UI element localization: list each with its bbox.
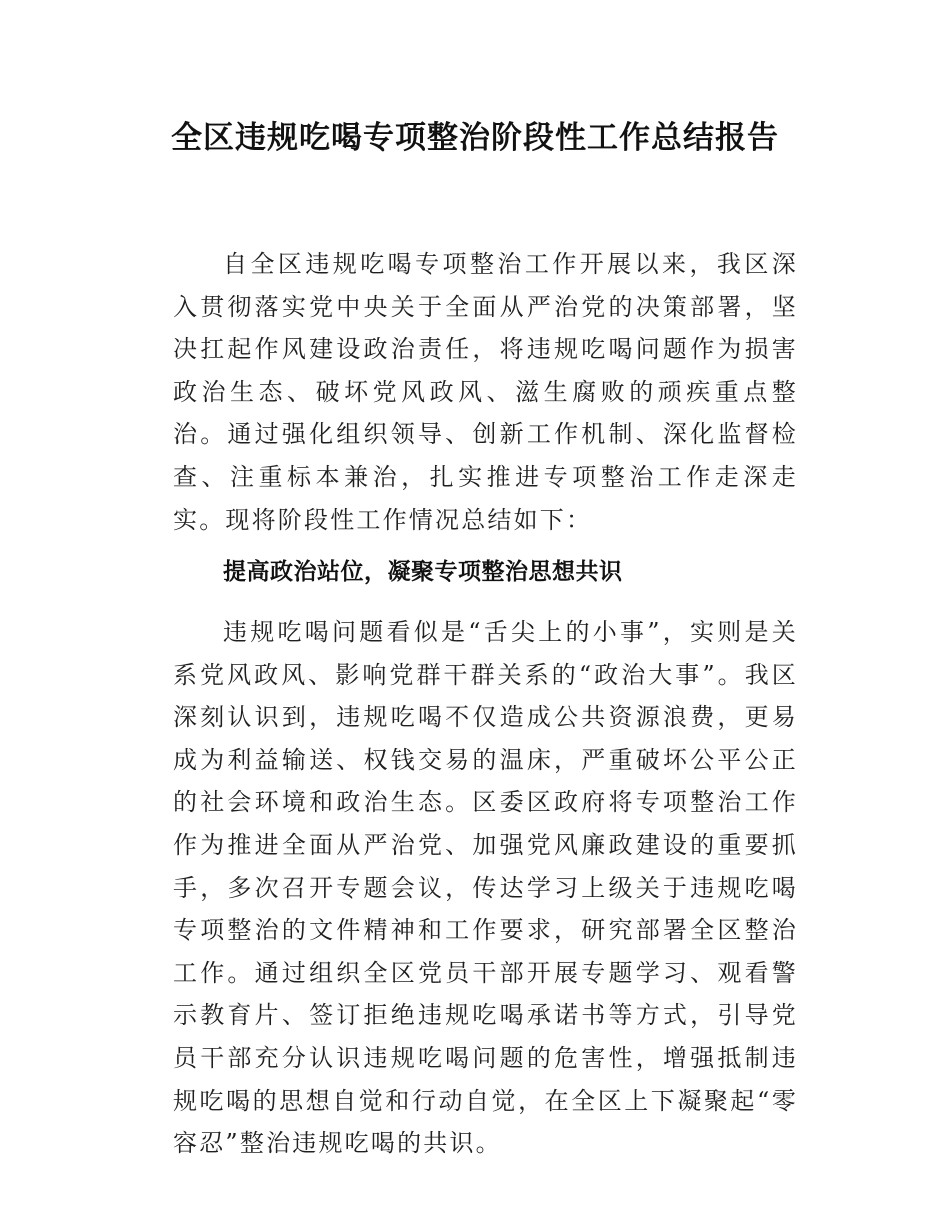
document-title: 全区违规吃喝专项整治阶段性工作总结报告 [171, 120, 779, 156]
section-heading: 提高政治站位，凝聚专项整治思想共识 [223, 559, 623, 585]
section-paragraph: 违规吃喝问题看似是“舌尖上的小事”，实则是关系党风政风、影响党群干群关系的“政治大事”。我区深刻认识到，违规吃喝不仅造成公共资源浪费，更易成为利益输送、权钱交易的温床，严重破坏公平公正的社会环境和政治生态。区委区政府将专项整治工作作为推进全面从严治党、加强党风廉政建设的重要抓手，多次召开专题会议，传达学习上级关于违规吃喝专项整治的文件精神和工作要求，研究部署全区整治工作。通过组织全区党员干部开展专题学习、观看警示教育片、签订拒绝违规吃喝承诺书等方式，引导党员干部充分认识违规吃喝问题的危害性，增强抵制违规吃喝的思想自觉和行动自觉，在全区上下凝聚起“零容忍”整治违规吃喝的共识。 [173, 618, 798, 1158]
intro-paragraph: 自全区违规吃喝专项整治工作开展以来，我区深入贯彻落实党中央关于全面从严治党的决策部署，坚决扛起作风建设政治责任，将违规吃喝问题作为损害政治生态、破坏党风政风、滋生腐败的顽疾重点整治。通过强化组织领导、创新工作机制、深化监督检查、注重标本兼治，扎实推进专项整治工作走深走实。现将阶段性工作情况总结如下： [173, 250, 798, 534]
